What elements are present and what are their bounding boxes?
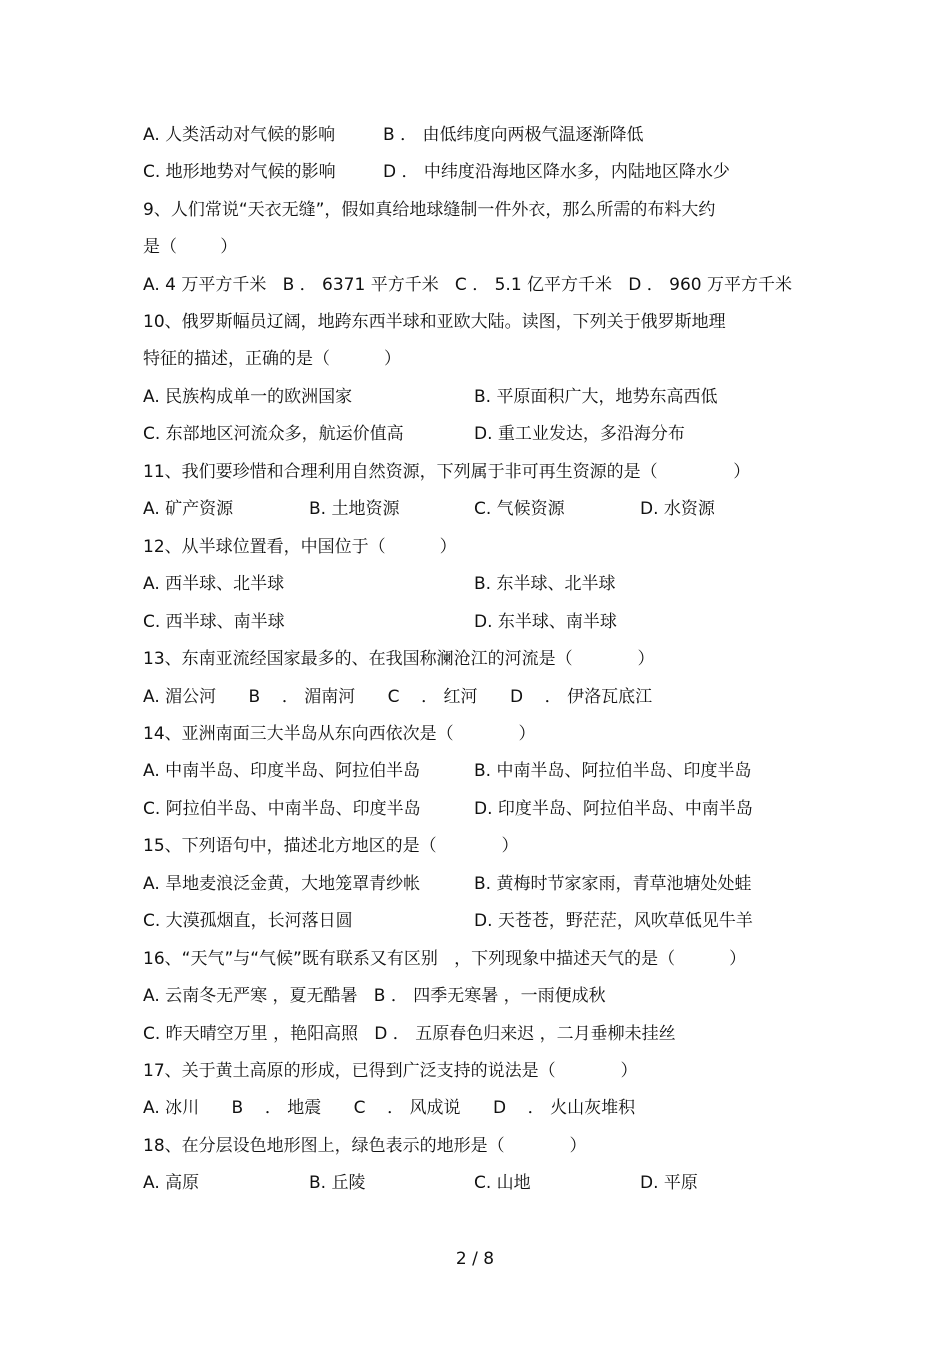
option-b: B. 黄梅时节家家雨，青草池塘处处蛙 — [474, 874, 752, 894]
option-d: D. 印度半岛、阿拉伯半岛、中南半岛 — [474, 799, 753, 819]
question-10-continued: 特征的描述，正确的是（ ） — [143, 349, 402, 369]
option-c: C. 大漠孤烟直，长河落日圆 — [143, 911, 353, 931]
option-a: A. 旱地麦浪泛金黄，大地笼罩青纱帐 — [143, 874, 421, 894]
option-b: B. 东半球、北半球 — [474, 574, 616, 594]
question-9-continued: 是（ ） — [143, 237, 238, 257]
question-18: 18、在分层设色地形图上，绿色表示的地形是（ ） — [143, 1136, 587, 1156]
option-d: D. 东半球、南半球 — [474, 612, 617, 632]
option-d: D. 天苍苍，野茫茫，风吹草低见牛羊 — [474, 911, 753, 931]
option-a: A. 矿产资源 — [143, 499, 234, 519]
option-a: A. 中南半岛、印度半岛、阿拉伯半岛 — [143, 761, 421, 781]
option-a: A. 高原 — [143, 1173, 200, 1193]
question-12: 12、从半球位置看，中国位于（ ） — [143, 537, 457, 557]
option-c: C. 山地 — [474, 1173, 531, 1193]
option-line: D ． 中纬度沿海地区降水多，内陆地区降水少 — [383, 162, 730, 182]
option-b: B. 中南半岛、阿拉伯半岛、印度半岛 — [474, 761, 752, 781]
question-15: 15、下列语句中，描述北方地区的是（ ） — [143, 836, 519, 856]
option-c: C. 西半球、南半球 — [143, 612, 285, 632]
option-c: C. 东部地区河流众多，航运价值高 — [143, 424, 404, 444]
option-line: A. 人类活动对气候的影响 — [143, 125, 336, 145]
option-c: C. 阿拉伯半岛、中南半岛、印度半岛 — [143, 799, 421, 819]
question-17-options: A. 冰川 B ． 地震 C ． 风成说 D ． 火山灰堆积 — [143, 1098, 636, 1118]
question-16-options-2: C. 昨天晴空万里 ，艳阳高照 D ． 五原春色归来迟 ，二月垂柳未挂丝 — [143, 1024, 676, 1044]
question-16-options-1: A. 云南冬无严寒 ，夏无酷暑 B ． 四季无寒暑 ，一雨便成秋 — [143, 986, 606, 1006]
option-d: D. 平原 — [640, 1173, 698, 1193]
question-9: 9、人们常说“天衣无缝”，假如真给地球缝制一件外衣，那么所需的布料大约 — [143, 200, 716, 220]
option-c: C. 气候资源 — [474, 499, 565, 519]
option-a: A. 民族构成单一的欧洲国家 — [143, 387, 353, 407]
option-b: B. 土地资源 — [309, 499, 400, 519]
option-d: D. 水资源 — [640, 499, 715, 519]
page-number: 2 / 8 — [455, 1249, 495, 1269]
question-17: 17、关于黄土高原的形成，已得到广泛支持的说法是（ ） — [143, 1061, 638, 1081]
option-b: B. 平原面积广大，地势东高西低 — [474, 387, 718, 407]
question-13: 13、东南亚流经国家最多的、在我国称澜沧江的河流是（ ） — [143, 649, 655, 669]
question-14: 14、亚洲南面三大半岛从东向西依次是（ ） — [143, 724, 536, 744]
question-10: 10、俄罗斯幅员辽阔，地跨东西半球和亚欧大陆。读图，下列关于俄罗斯地理 — [143, 312, 726, 332]
option-b: B. 丘陵 — [309, 1173, 366, 1193]
question-11: 11、我们要珍惜和合理利用自然资源，下列属于非可再生资源的是（ ） — [143, 462, 751, 482]
option-line: B ． 由低纬度向两极气温逐渐降低 — [383, 125, 644, 145]
question-16: 16、“天气”与“气候”既有联系又有区别 ，下列现象中描述天气的是（ ） — [143, 949, 747, 969]
question-9-options: A. 4 万平方千米 B ． 6371 平方千米 C ． 5.1 亿平方千米 D ． 960 万平方千米 — [143, 275, 792, 295]
option-line: C. 地形地势对气候的影响 — [143, 162, 336, 182]
option-a: A. 西半球、北半球 — [143, 574, 285, 594]
option-d: D. 重工业发达，多沿海分布 — [474, 424, 685, 444]
question-13-options: A. 湄公河 B ． 湄南河 C ． 红河 D ． 伊洛瓦底江 — [143, 687, 653, 707]
